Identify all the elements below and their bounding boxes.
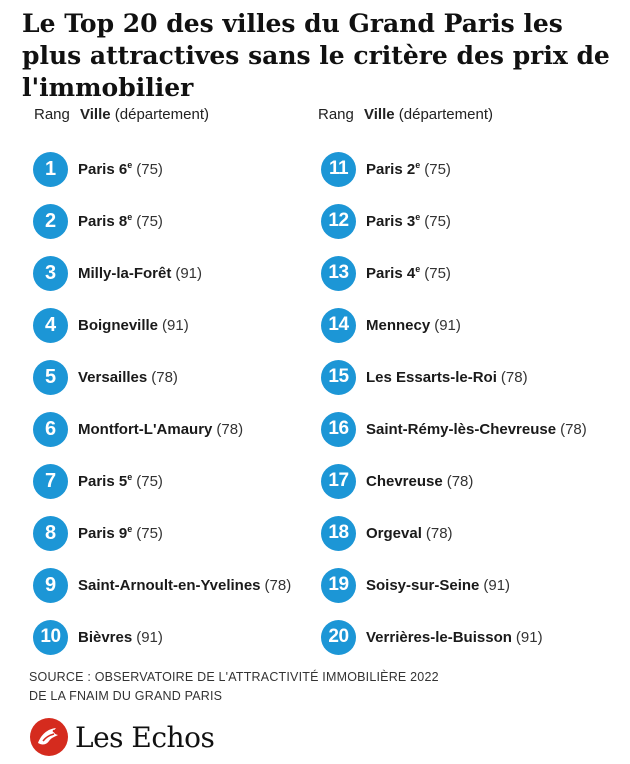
department-code: (75) (424, 213, 451, 230)
city-name: Paris 4 (366, 265, 416, 282)
ranking-row (325, 351, 587, 403)
city-name: Paris 3 (366, 213, 416, 230)
city-entry (366, 629, 543, 646)
rank-badge: 4 (33, 308, 68, 343)
city-name: Paris 8 (78, 213, 128, 230)
rank-header: Rang (318, 106, 354, 123)
city-name: Saint-Rémy-lès-Chevreuse (366, 420, 557, 438)
city-name: Paris 6 (78, 161, 128, 178)
ranking-row (37, 507, 291, 559)
city-name: Les Essarts-le-Roi (366, 368, 497, 386)
city-entry (366, 212, 451, 230)
ranking-row (325, 299, 587, 351)
rank-badge: 18 (321, 516, 356, 551)
source-line-1: SOURCE : OBSERVATOIRE DE L'ATTRACTIVITÉ IMMOBILIÈRE 2022 (29, 670, 439, 684)
rank-badge: 17 (321, 464, 356, 499)
city-entry (78, 160, 163, 178)
ranking-row (325, 143, 587, 195)
ranking-row (37, 455, 291, 507)
city-entry (78, 629, 163, 646)
rank-badge: 14 (321, 308, 356, 343)
dept-header: (département) (398, 106, 493, 123)
les-echos-emblem-icon (29, 717, 69, 757)
rank-badge: 15 (321, 360, 356, 395)
arrondissement-suffix: e (415, 212, 421, 222)
left-column-header (34, 106, 209, 123)
arrondissement-suffix: e (415, 264, 421, 274)
rank-header: Rang (34, 106, 70, 123)
rank-badge: 9 (33, 568, 68, 603)
ranking-row (37, 195, 291, 247)
brand-name: Les Echos (75, 720, 215, 754)
ranking-row (325, 611, 587, 663)
les-echos-logo (29, 717, 214, 757)
city-entry (78, 472, 163, 490)
ranking-row (37, 143, 291, 195)
department-code: (91) (136, 628, 163, 646)
rank-badge: 1 (33, 152, 68, 187)
city-entry (78, 265, 202, 282)
ranking-row (325, 195, 587, 247)
city-entry (366, 421, 587, 438)
city-entry (78, 524, 163, 542)
dept-header: (département) (114, 106, 209, 123)
rank-badge: 5 (33, 360, 68, 395)
city-entry (366, 369, 528, 386)
department-code: (91) (483, 576, 511, 594)
city-name: Paris 5 (78, 473, 128, 490)
city-entry (78, 421, 243, 438)
arrondissement-suffix: e (127, 160, 133, 170)
department-code: (91) (175, 264, 203, 282)
city-name: Mennecy (366, 316, 431, 334)
city-header: Ville (364, 106, 395, 123)
department-code: (78) (151, 368, 178, 386)
city-name: Saint-Arnoult-en-Yvelines (78, 576, 261, 594)
ranking-row (37, 247, 291, 299)
rank-badge: 10 (33, 620, 68, 655)
rank-badge: 20 (321, 620, 356, 655)
city-name: Orgeval (366, 524, 422, 542)
rank-badge: 7 (33, 464, 68, 499)
city-header: Ville (80, 106, 111, 123)
department-code: (75) (136, 213, 163, 230)
ranking-row (325, 507, 587, 559)
ranking-list-right (325, 143, 587, 663)
ranking-row (37, 611, 291, 663)
rank-badge: 12 (321, 204, 356, 239)
city-entry (78, 577, 291, 594)
department-code: (78) (446, 472, 474, 490)
rank-badge: 16 (321, 412, 356, 447)
right-column-header (318, 106, 493, 123)
city-name: Verrières-le-Buisson (366, 628, 512, 646)
department-code: (78) (560, 420, 587, 438)
ranking-row (37, 299, 291, 351)
rank-badge: 13 (321, 256, 356, 291)
department-code: (78) (264, 576, 292, 594)
department-code: (75) (136, 525, 163, 542)
city-entry (78, 317, 189, 334)
ranking-row (37, 403, 291, 455)
department-code: (78) (216, 420, 244, 438)
city-entry (366, 317, 461, 334)
ranking-row (325, 403, 587, 455)
city-name: Soisy-sur-Seine (366, 576, 480, 594)
city-entry (366, 525, 453, 542)
rank-badge: 2 (33, 204, 68, 239)
department-code: (75) (136, 161, 163, 178)
rank-badge: 3 (33, 256, 68, 291)
city-entry (366, 577, 510, 594)
arrondissement-suffix: e (127, 524, 133, 534)
city-name: Paris 2 (366, 161, 416, 178)
department-code: (91) (162, 316, 189, 334)
city-entry (366, 160, 451, 178)
city-name: Boigneville (78, 316, 159, 334)
city-name: Bièvres (78, 628, 133, 646)
ranking-row (325, 559, 587, 611)
ranking-row (37, 559, 291, 611)
department-code: (91) (434, 316, 461, 334)
city-entry (366, 473, 473, 490)
rank-badge: 19 (321, 568, 356, 603)
department-code: (75) (424, 161, 451, 178)
city-name: Milly-la-Forêt (78, 264, 172, 282)
city-entry (78, 212, 163, 230)
arrondissement-suffix: e (127, 472, 133, 482)
ranking-row (37, 351, 291, 403)
ranking-row (325, 455, 587, 507)
rank-badge: 11 (321, 152, 356, 187)
rank-badge: 6 (33, 412, 68, 447)
city-entry (78, 369, 178, 386)
ranking-row (325, 247, 587, 299)
source-line-2: DE LA FNAIM DU GRAND PARIS (29, 689, 223, 703)
rank-badge: 8 (33, 516, 68, 551)
department-code: (78) (425, 524, 453, 542)
city-name: Montfort-L'Amaury (78, 420, 213, 438)
page-title: Le Top 20 des villes du Grand Paris les plus attractives sans le critère des prix de l'immobilier (22, 9, 610, 102)
department-code: (75) (136, 473, 163, 490)
city-entry (366, 264, 451, 282)
department-code: (91) (515, 628, 543, 646)
department-code: (78) (500, 368, 528, 386)
city-name: Versailles (78, 368, 148, 386)
arrondissement-suffix: e (415, 160, 421, 170)
city-name: Chevreuse (366, 472, 443, 490)
ranking-list-left (37, 143, 291, 663)
city-name: Paris 9 (78, 525, 128, 542)
arrondissement-suffix: e (127, 212, 133, 222)
department-code: (75) (424, 265, 451, 282)
source-note (29, 668, 439, 706)
